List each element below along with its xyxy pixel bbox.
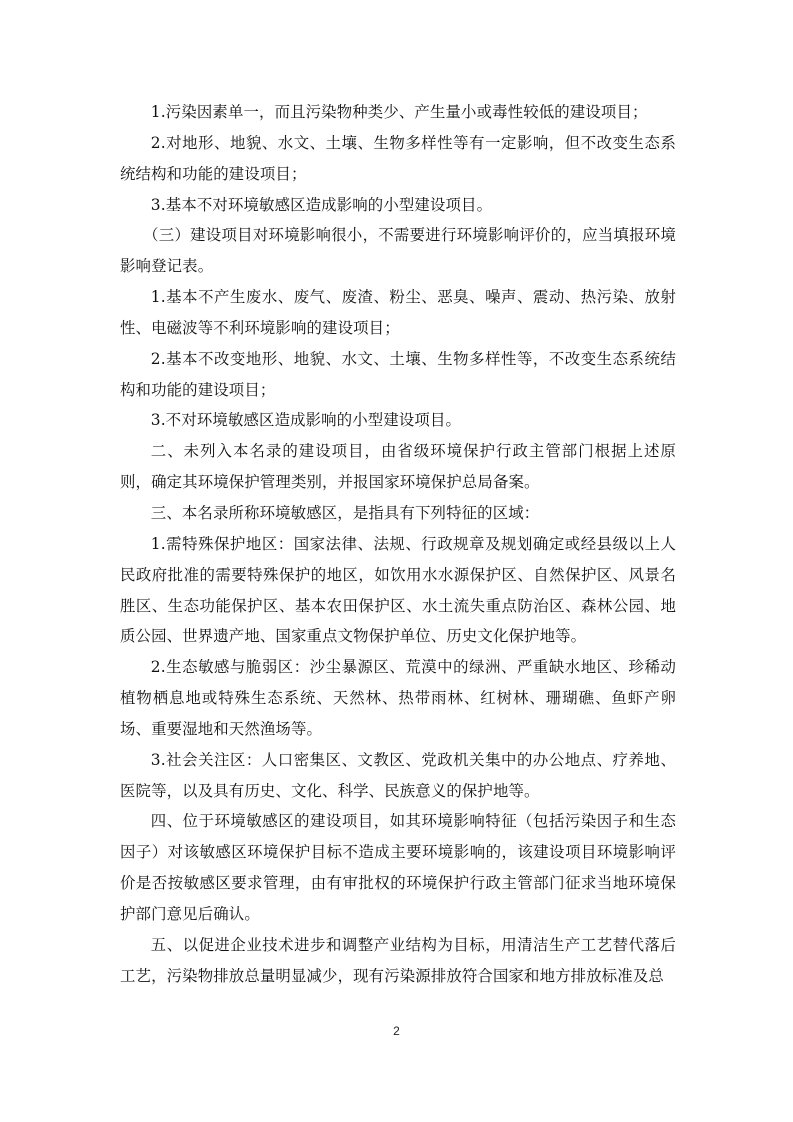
paragraph-article-five: 五、以促进企业技术进步和调整产业结构为目标，用清洁生产工艺替代落后工艺，污染物排放总量明显减少，现有污染源排放符合国家和地方排放标准及总 <box>120 935 676 985</box>
paragraph-item-3b: 3.不对环境敏感区造成影响的小型建设项目。 <box>150 411 462 430</box>
paragraph-item-3: 3.基本不对环境敏感区造成影响的小型建设项目。 <box>150 195 493 214</box>
paragraph-section-three: （三）建设项目对环境影响很小，不需要进行环境影响评价的，应当填报环境影响登记表。 <box>120 226 676 276</box>
document-body <box>120 97 676 991</box>
paragraph-item-2: 2.对地形、地貌、水文、土壤、生物多样性等有一定影响，但不改变生态系统结构和功能的建设项目； <box>120 133 676 183</box>
paragraph-item-1: 1.污染因素单一，而且污染物种类少、产生量小或毒性较低的建设项目； <box>150 103 648 121</box>
paragraph-item-2b: 2.基本不改变地形、地貌、水文、土壤、生物多样性等，不改变生态系统结构和功能的建设项目； <box>120 349 676 399</box>
paragraph-article-two: 二、未列入本名录的建设项目，由省级环境保护行政主管部门根据上述原则，确定其环境保护管理类别，并报国家环境保护总局备案。 <box>120 442 676 492</box>
paragraph-item-1b: 1.基本不产生废水、废气、废渣、粉尘、恶臭、噪声、震动、热污染、放射性、电磁波等不利环境影响的建设项目； <box>120 288 676 337</box>
paragraph-special-protection: 1.需特殊保护地区：国家法律、法规、行政规章及规划确定或经县级以上人民政府批准的需要特殊保护的地区，如饮用水水源保护区、自然保护区、风景名胜区、生态功能保护区、基本农田保护区、水土流失重点防治区、森林公园、地质公园、世界遗产地、国家重点文物保护单位、历史文化保护地等。 <box>120 534 676 646</box>
paragraph-article-three: 三、本名录所称环境敏感区，是指具有下列特征的区域： <box>150 503 540 522</box>
paragraph-ecological-sensitive: 2.生态敏感与脆弱区：沙尘暴源区、荒漠中的绿洲、严重缺水地区、珍稀动植物栖息地或特殊生态系统、天然林、热带雨林、红树林、珊瑚礁、鱼虾产卵场、重要湿地和天然渔场等。 <box>120 658 676 738</box>
page-number: 2 <box>393 1024 400 1038</box>
paragraph-social-concern: 3.社会关注区：人口密集区、文教区、党政机关集中的办公地点、疗养地、医院等，以及具有历史、文化、科学、民族意义的保护地等。 <box>120 750 676 800</box>
paragraph-article-four: 四、位于环境敏感区的建设项目，如其环境影响特征（包括污染因子和生态因子）对该敏感区环境保护目标不造成主要环境影响的，该建设项目环境影响评价是否按敏感区要求管理，由有审批权的环境保护行政主管部门征求当地环境保护部门意见后确认。 <box>120 812 676 923</box>
